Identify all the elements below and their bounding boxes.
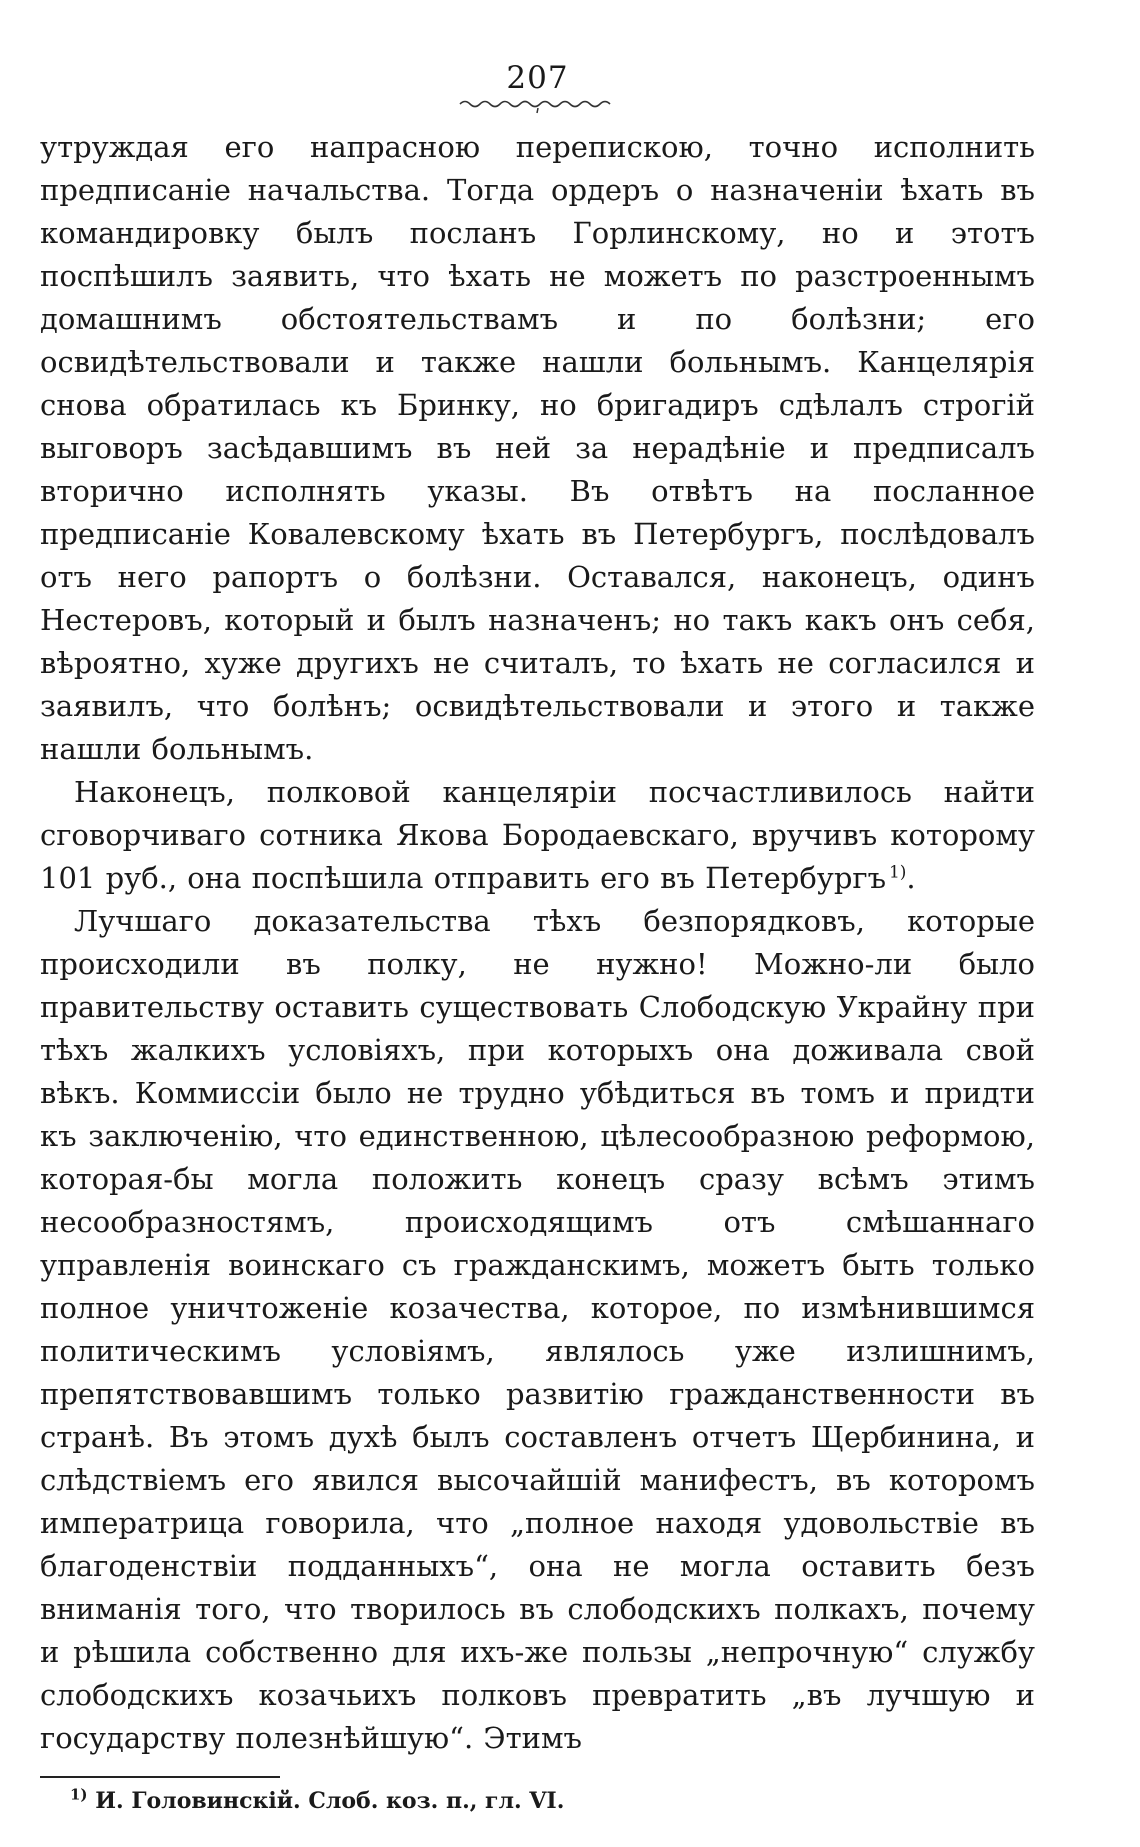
paragraph-continued (40, 126, 1035, 771)
paragraph-end-punctuation: . (906, 861, 916, 895)
paragraph-text: Наконецъ, полковой канцеляріи посчастливилось найти сговорчиваго сотника Якова Бородаевскаго, вручивъ которому 101 руб., она поспѣшила отправить его въ Петербургъ (40, 775, 1035, 895)
body-text (40, 126, 1035, 1760)
footnote-reference[interactable]: 1) (888, 862, 907, 883)
paragraph-bordaevsky (40, 771, 1035, 900)
footnote-text: И. Головинскій. Слоб. коз. п., гл. VI. (95, 1788, 565, 1814)
footnote-divider (40, 1776, 280, 1778)
page-number: 207 (506, 60, 569, 96)
footnote-mark: 1) (70, 1785, 88, 1804)
footnote (70, 1786, 1035, 1816)
paragraph-reform (40, 900, 1035, 1760)
book-page (40, 60, 1035, 1816)
wavy-ornament-icon (458, 98, 618, 114)
paragraph-text: утруждая его напрасною перепискою, точно исполнить предписаніе начальства. Тогда ордеръ о назначеніи ѣхать въ командировку былъ посланъ Горлинскому, но и этотъ поспѣшилъ заявить, что ѣхать не можетъ по разстроеннымъ домашнимъ обстоятельствамъ и по болѣзни; его освидѣтельствовали и также нашли больнымъ. Канцелярія снова обратилась къ Бринку, но бригадиръ сдѣлалъ строгій выговоръ засѣдавшимъ въ ней за нерадѣніе и предписалъ вторично исполнять указы. Въ отвѣтъ на посланное предписаніе Ковалевскому ѣхать въ Петербургъ, послѣдовалъ отъ него рапортъ о болѣзни. Оставался, наконецъ, одинъ Нестеровъ, который и былъ назначенъ; но такъ какъ онъ себя, вѣроятно, хуже другихъ не считалъ, то ѣхать не согласился и заявилъ, что болѣнъ; освидѣтельствовали и этого и также нашли больнымъ. (40, 130, 1035, 766)
paragraph-text: Лучшаго доказательства тѣхъ безпорядковъ, которые происходили въ полку, не нужно! Можно-ли было правительству оставить существовать Слободскую Украйну при тѣхъ жалкихъ условіяхъ, при которыхъ она доживала свой вѣкъ. Коммиссіи было не трудно убѣдиться въ томъ и придти къ заключенію, что единственною, цѣлесообразною реформою, которая-бы могла положить конецъ сразу всѣмъ этимъ несообразностямъ, происходящимъ отъ смѣшаннаго управленія воинскаго съ гражданскимъ, можетъ быть только полное уничтоженіе козачества, которое, по измѣнившимся политическимъ условіямъ, являлось уже излишнимъ, препятствовавшимъ только развитію гражданственности въ странѣ. Въ этомъ духѣ былъ составленъ отчетъ Щербинина, и слѣдствіемъ его явился высочайшій манифестъ, въ которомъ императрица говорила, что „полное находя удовольствіе въ благоденствіи подданныхъ“, она не могла оставить безъ вниманія того, что творилось въ слободскихъ полкахъ, почему и рѣшила собственно для ихъ-же пользы „непрочную“ службу слободскихъ козачьихъ полковъ превратить „въ лучшую и государству полезнѣйшую“. Этимъ (40, 904, 1035, 1755)
